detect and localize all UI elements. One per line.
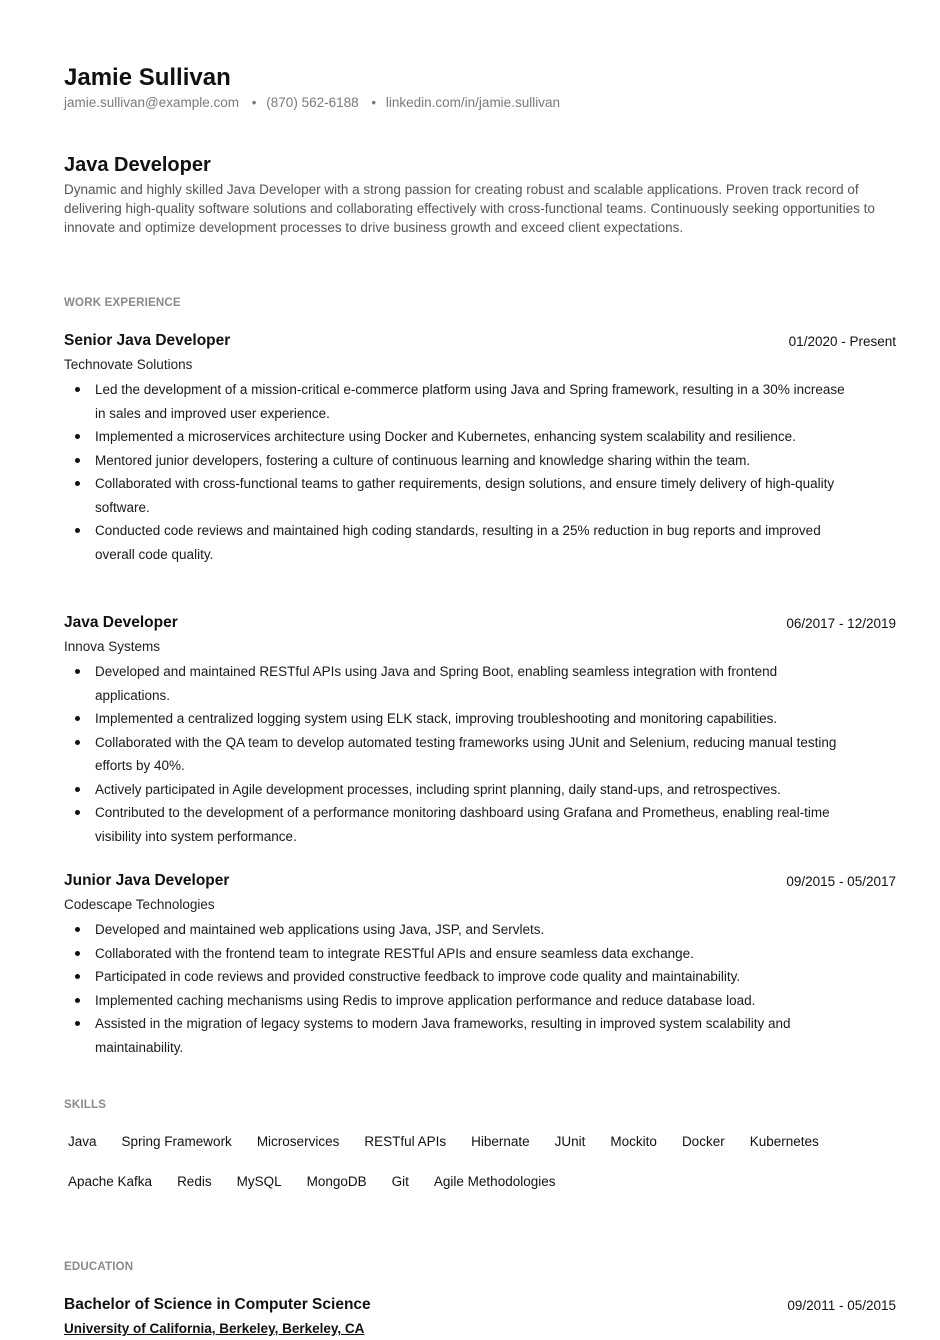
skill-tag: MySQL bbox=[236, 1173, 282, 1189]
skill-tag: Agile Methodologies bbox=[433, 1173, 556, 1189]
job-entry bbox=[64, 872, 896, 1059]
skills-list bbox=[64, 1121, 894, 1201]
skill-tag: Java bbox=[68, 1133, 97, 1149]
contact-separator: • bbox=[251, 95, 257, 110]
skill-tag: MongoDB bbox=[306, 1173, 367, 1189]
skills-row bbox=[64, 1121, 894, 1161]
list-item: Led the development of a mission-critical e-commerce platform using Java and Spring framework, resulting in a 30% increase in sales and improved user experience. bbox=[64, 378, 854, 425]
linkedin-link[interactable]: linkedin.com/in/jamie.sullivan bbox=[385, 95, 560, 110]
degree-title: Bachelor of Science in Computer Science bbox=[64, 1296, 371, 1313]
skill-tag: Apache Kafka bbox=[68, 1173, 153, 1189]
contact-separator: • bbox=[371, 95, 377, 110]
job-entry bbox=[64, 332, 896, 566]
skills-heading: SKILLS bbox=[64, 1099, 107, 1111]
list-item: Actively participated in Agile development processes, including sprint planning, daily stand-ups, and retrospectives. bbox=[64, 778, 854, 802]
company-name: Codescape Technologies bbox=[64, 897, 215, 912]
skill-tag: RESTful APIs bbox=[364, 1133, 447, 1149]
job-bullets bbox=[64, 378, 854, 566]
job-entry bbox=[64, 614, 896, 848]
education-dates: 09/2011 - 05/2015 bbox=[787, 1298, 896, 1313]
skill-tag: Git bbox=[391, 1173, 409, 1189]
job-dates: 01/2020 - Present bbox=[788, 334, 896, 349]
work-experience-heading: WORK EXPERIENCE bbox=[64, 297, 181, 309]
school-name: University of California, Berkeley, Berkeley, CA bbox=[64, 1321, 365, 1336]
skill-tag: Redis bbox=[177, 1173, 212, 1189]
list-item: Assisted in the migration of legacy systems to modern Java frameworks, resulting in improved system scalability and maintainability. bbox=[64, 1012, 854, 1059]
skill-tag: Microservices bbox=[256, 1133, 340, 1149]
job-dates: 09/2015 - 05/2017 bbox=[786, 874, 896, 889]
skill-tag: Hibernate bbox=[471, 1133, 530, 1149]
education-entry bbox=[64, 1296, 896, 1340]
job-bullets bbox=[64, 918, 854, 1059]
list-item: Collaborated with the frontend team to integrate RESTful APIs and ensure seamless data exchange. bbox=[64, 942, 854, 966]
skill-tag: Kubernetes bbox=[749, 1133, 819, 1149]
resume-headline: Java Developer bbox=[64, 154, 211, 176]
job-title: Senior Java Developer bbox=[64, 332, 231, 349]
list-item: Collaborated with cross-functional teams to gather requirements, design solutions, and ensure timely delivery of high-quality software. bbox=[64, 472, 854, 519]
phone-number: (870) 562-6188 bbox=[266, 95, 359, 110]
skill-tag: JUnit bbox=[554, 1133, 586, 1149]
email-link[interactable]: jamie.sullivan@example.com bbox=[64, 95, 240, 110]
contact-line bbox=[64, 95, 560, 110]
skill-tag: Docker bbox=[681, 1133, 725, 1149]
list-item: Participated in code reviews and provided constructive feedback to improve code quality and maintainability. bbox=[64, 965, 854, 989]
profile-summary: Dynamic and highly skilled Java Developer with a strong passion for creating robust and scalable applications. Proven track record of delivering high-quality software solutions and collaborating effectively with cross-functional teams. Continuously seeking opportunities to innovate and optimize development processes to drive business growth and exceed client expectations. bbox=[64, 182, 875, 236]
list-item: Implemented caching mechanisms using Redis to improve application performance and reduce database load. bbox=[64, 989, 854, 1013]
company-name: Technovate Solutions bbox=[64, 357, 193, 372]
company-name: Innova Systems bbox=[64, 639, 161, 654]
skill-tag: Spring Framework bbox=[121, 1133, 232, 1149]
list-item: Implemented a centralized logging system using ELK stack, improving troubleshooting and monitoring capabilities. bbox=[64, 707, 854, 731]
job-bullets bbox=[64, 660, 854, 848]
job-title: Junior Java Developer bbox=[64, 872, 230, 889]
skill-tag: Mockito bbox=[610, 1133, 657, 1149]
list-item: Contributed to the development of a performance monitoring dashboard using Grafana and Prometheus, enabling real-time visibility into system performance. bbox=[64, 801, 854, 848]
list-item: Developed and maintained web applications using Java, JSP, and Servlets. bbox=[64, 918, 854, 942]
education-heading: EDUCATION bbox=[64, 1261, 134, 1273]
list-item: Mentored junior developers, fostering a culture of continuous learning and knowledge sharing within the team. bbox=[64, 449, 854, 473]
skills-row bbox=[64, 1161, 894, 1201]
list-item: Conducted code reviews and maintained high coding standards, resulting in a 25% reduction in bug reports and improved overall code quality. bbox=[64, 519, 854, 566]
candidate-name: Jamie Sullivan bbox=[64, 64, 231, 91]
list-item: Implemented a microservices architecture using Docker and Kubernetes, enhancing system scalability and resilience. bbox=[64, 425, 854, 449]
job-dates: 06/2017 - 12/2019 bbox=[786, 616, 896, 631]
job-title: Java Developer bbox=[64, 614, 178, 631]
list-item: Developed and maintained RESTful APIs using Java and Spring Boot, enabling seamless integration with frontend applications. bbox=[64, 660, 854, 707]
list-item: Collaborated with the QA team to develop automated testing frameworks using JUnit and Selenium, reducing manual testing efforts by 40%. bbox=[64, 731, 854, 778]
